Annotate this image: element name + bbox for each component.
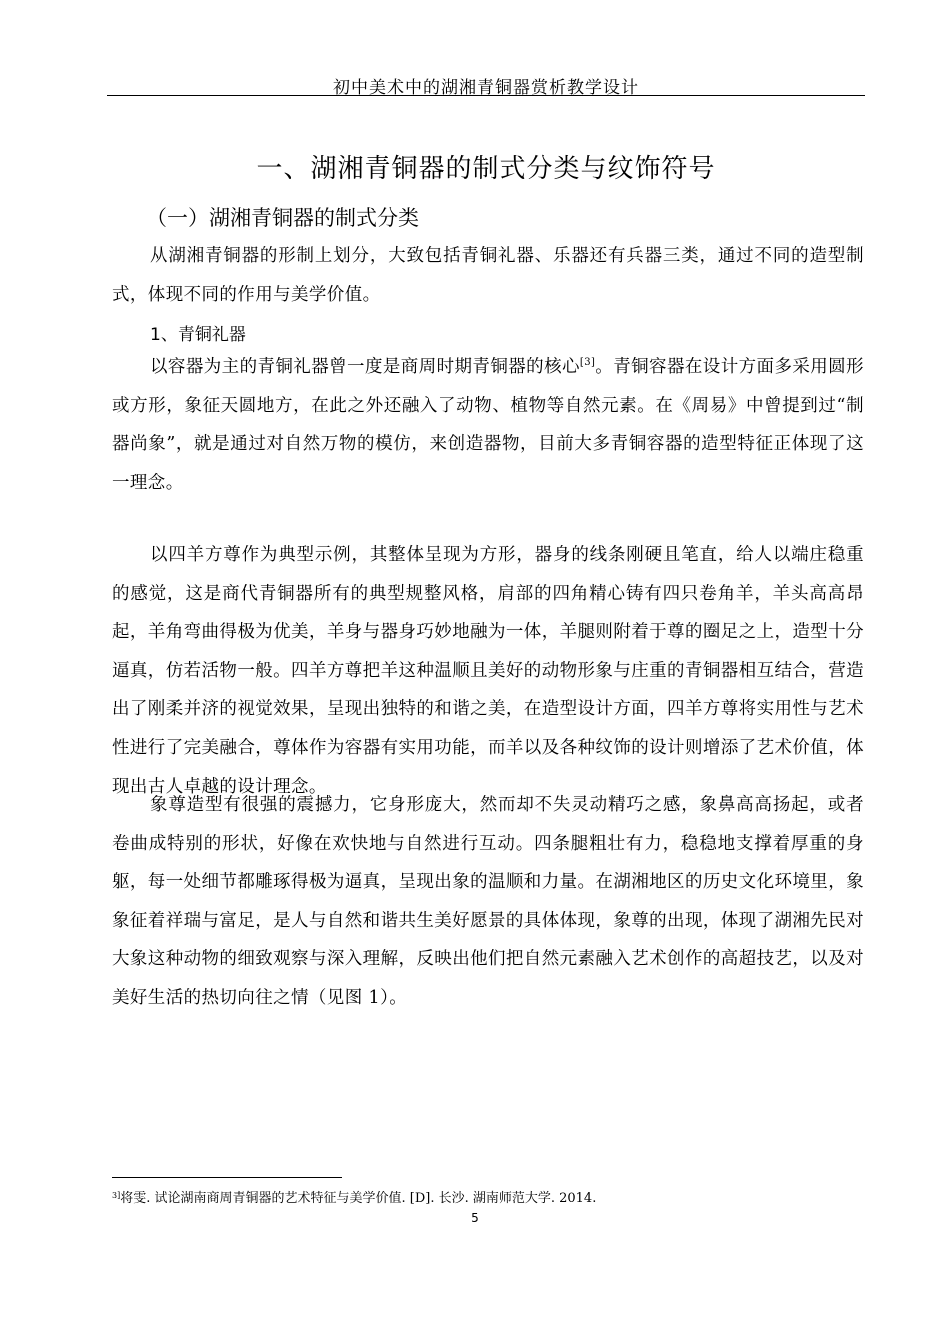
footnote	[112, 1187, 596, 1206]
page-number: 5	[471, 1211, 479, 1225]
running-header: 初中美术中的湖湘青铜器赏析教学设计	[333, 78, 639, 98]
section-title: （一）湖湘青铜器的制式分类	[146, 206, 419, 230]
header-rule	[107, 95, 865, 96]
paragraph-text: 以容器为主的青铜礼器曾一度是商周时期青铜器的核心	[150, 357, 580, 377]
citation-link[interactable]: [3]	[579, 357, 596, 368]
paragraph-elephant-zun: 象尊造型有很强的震撼力，它身形庞大，然而却不失灵动精巧之感，象鼻高高扬起，或者卷曲成特别的形状，好像在欢快地与自然进行互动。四条腿粗壮有力，稳稳地支撑着厚重的身躯，每一处细节都雕琢得极为逼真，呈现出象的温顺和力量。在湖湘地区的历史文化环境里，象象征着祥瑞与富足，是人与自然和谐共生美好愿景的具体体现，象尊的出现，体现了湖湘先民对大象这种动物的细致观察与深入理解，反映出他们把自然元素融入艺术创作的高超技艺，以及对美好生活的热切向往之情（见图 1）。	[112, 795, 864, 1008]
footnote-rule	[112, 1177, 342, 1178]
paragraph-intro: 从湖湘青铜器的形制上划分，大致包括青铜礼器、乐器还有兵器三类，通过不同的造型制式，体现不同的作用与美学价值。	[112, 246, 864, 305]
paragraph-text: 。青铜容器在设计方面多采用圆形或方形，象征天圆地方，在此之外还融入了动物、植物等自然元素。在《周易》中曾提到过“制器尚象”，就是通过对自然万物的模仿，来创造器物，目前大多青铜容器的造型特征正体现了这一理念。	[112, 357, 864, 493]
subsection-title: 1、青铜礼器	[150, 325, 246, 345]
footnote-marker: 3]	[112, 1191, 121, 1200]
footnote-text: 将雯. 试论湖南商周青铜器的艺术特征与美学价值. [D]. 长沙. 湖南师范大学. 2014.	[120, 1191, 597, 1206]
paragraph-four-ram-zun: 以四羊方尊作为典型示例，其整体呈现为方形，器身的线条刚硬且笔直，给人以端庄稳重的感觉，这是商代青铜器所有的典型规整风格，肩部的四角精心铸有四只卷角羊，羊头高高昂起，羊角弯曲得极为优美，羊身与器身巧妙地融为一体，羊腿则附着于尊的圈足之上，造型十分逼真，仿若活物一般。四羊方尊把羊这种温顺且美好的动物形象与庄重的青铜器相互结合，营造出了刚柔并济的视觉效果，呈现出独特的和谐之美，在造型设计方面，四羊方尊将实用性与艺术性进行了完美融合，尊体作为容器有实用功能，而羊以及各种纹饰的设计则增添了艺术价值，体现出古人卓越的设计理念。	[112, 545, 864, 797]
paragraph-ritual-vessels	[112, 348, 864, 502]
chapter-title: 一、湖湘青铜器的制式分类与纹饰符号	[256, 154, 716, 184]
